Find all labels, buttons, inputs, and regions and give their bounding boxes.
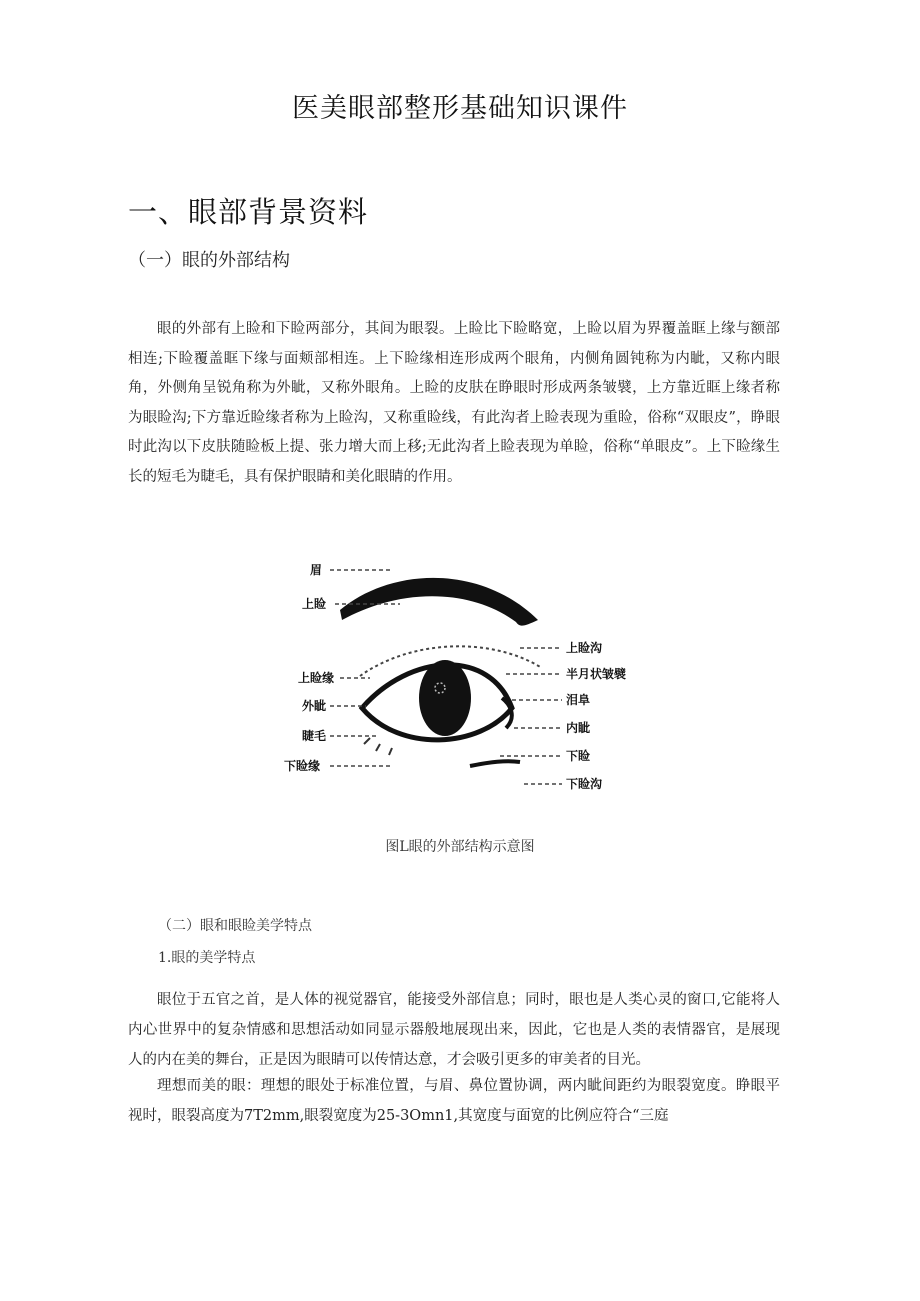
eyelashes: [364, 738, 392, 755]
label-lower-lid-margin: 下睑缘: [284, 759, 321, 773]
label-upper-lid-sulcus: 上睑沟: [566, 641, 603, 655]
subsection-heading-aesthetics: （二）眼和眼睑美学特点: [158, 918, 312, 934]
lower-lid-crease: [470, 761, 520, 766]
section-heading: 一、眼部背景资料: [128, 195, 369, 229]
paragraph-external-structure: 眼的外部有上睑和下睑两部分，其间为眼裂。上睑比下睑略宽，上睑以眉为界覆盖眶上缘与额部相连;下睑覆盖眶下缘与面颊部相连。上下睑缘相连形成两个眼角，内侧角圆钝称为内眦，又称内眼角，外侧角呈锐角称为外眦，又称外眼角。上睑的皮肤在睁眼时形成两条皱襞，上方靠近眶上缘者称为眼睑沟;下方靠近睑缘者称为上睑沟，又称重睑线，有此沟者上睑表现为重睑，俗称“双眼皮”，睁眼时此沟以下皮肤随睑板上提、张力增大而上移;无此沟者上睑表现为单睑，俗称“单眼皮”。上下睑缘生长的短毛为睫毛，具有保护眼睛和美化眼睛的作用。: [128, 321, 780, 485]
label-semilunar-fold: 半月状皱襞: [566, 667, 627, 681]
subsection-heading-eye-aesthetics: 1.眼的美学特点: [158, 950, 256, 966]
figure-caption: 图L眼的外部结构示意图: [385, 839, 535, 855]
label-lower-lid: 下睑: [566, 749, 591, 763]
subsection-heading: （一）眼的外部结构: [128, 250, 290, 271]
label-outer-canthus: 外眦: [302, 699, 327, 713]
paragraph-eye-aesthetics: 眼位于五官之首，是人体的视觉器官，能接受外部信息；同时，眼也是人类心灵的窗口,它能将人内心世界中的复杂情感和思想活动如同显示器般地展现出来，因此，它也是人类的表情器官，是展现人的内在美的舞台，正是因为眼睛可以传情达意，才会吸引更多的审美者的目光。: [128, 992, 780, 1068]
label-upper-lid: 上睑: [302, 597, 327, 611]
label-caruncle: 泪阜: [566, 693, 591, 707]
label-brow: 眉: [310, 563, 323, 577]
paragraph-ideal-eye: 理想而美的眼：理想的眼处于标准位置，与眉、鼻位置协调，两内眦间距约为眼裂宽度。睁眼平视时，眼裂高度为7T2mm,眼裂宽度为25-3Omn1,其宽度与面宽的比例应符合“三庭: [128, 1078, 780, 1124]
iris: [419, 660, 471, 736]
eyebrow-shape: [340, 578, 538, 626]
label-upper-lid-margin: 上睑缘: [298, 671, 335, 685]
eye-structure-figure: [280, 548, 640, 798]
document-title: 医美眼部整形基础知识课件: [292, 93, 628, 124]
label-eyelash: 睫毛: [302, 729, 327, 743]
label-inner-canthus: 内眦: [566, 721, 591, 735]
label-lower-lid-sulcus: 下睑沟: [566, 777, 603, 791]
eye-diagram: [280, 548, 640, 798]
